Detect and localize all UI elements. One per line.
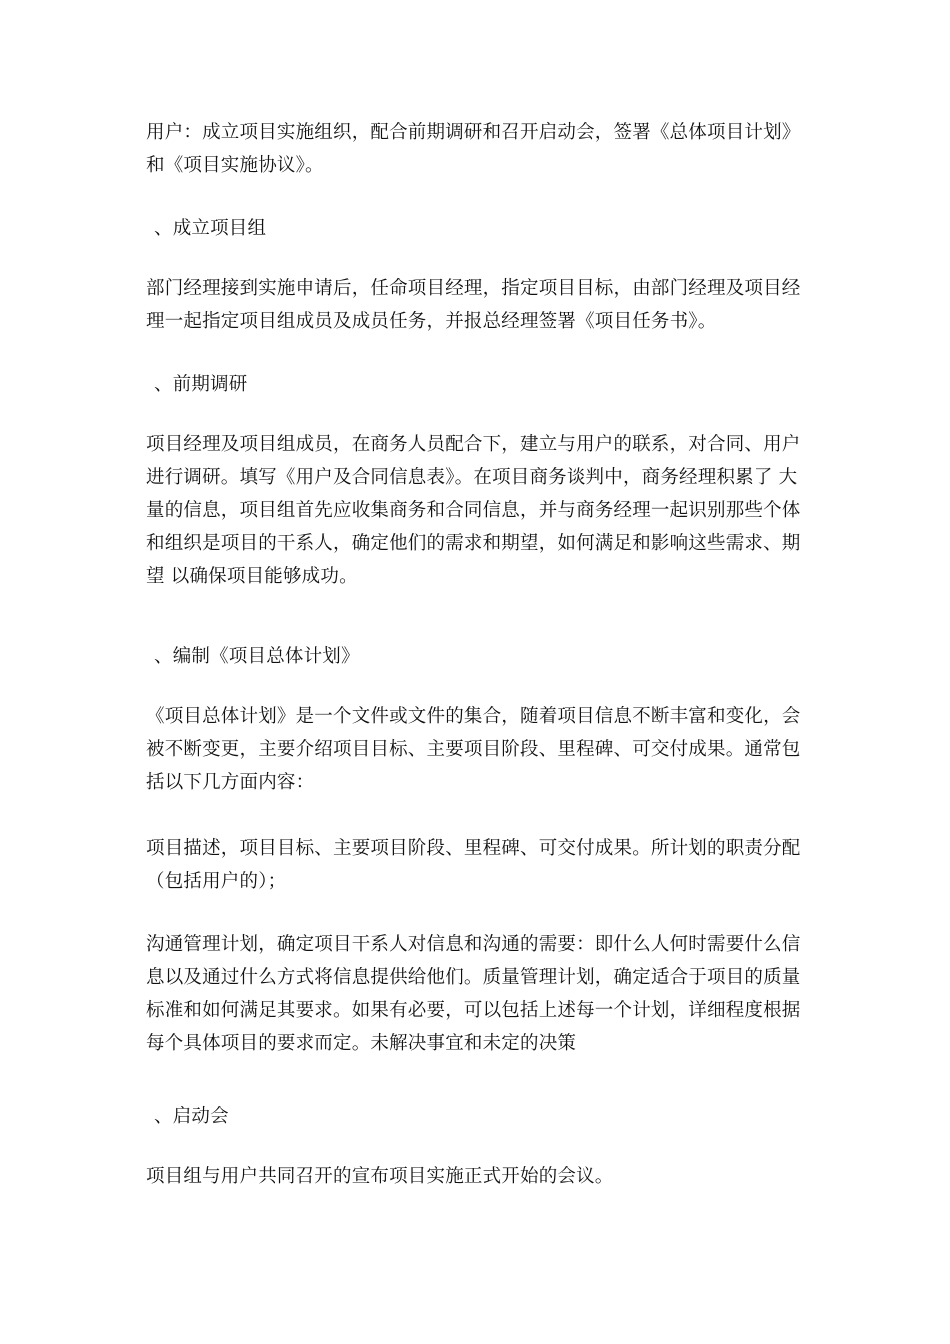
heading-text: 、编制《项目总体计划》 [154, 646, 360, 667]
text-line: 望 以确保项目能够成功。 [146, 566, 358, 587]
text-line: 理一起指定项目组成员及成员任务，并报总经理签署《项目任务书》。 [146, 311, 717, 332]
paragraph-user-role [146, 116, 816, 182]
section-heading-pre-research [146, 368, 816, 401]
paragraph-form-team [146, 272, 816, 338]
section-heading-kickoff [146, 1100, 816, 1133]
heading-text: 、前期调研 [154, 374, 248, 395]
paragraph-project-plan [146, 700, 816, 799]
text-line: 标准和如何满足其要求。如果有必要，可以包括上述每一个计划，详细程度根据 [146, 1000, 801, 1021]
text-line: 用户：成立项目实施组织，配合前期调研和召开启动会，签署《总体项目计划》 [146, 122, 801, 143]
text-line: 括以下几方面内容： [146, 772, 315, 793]
section-heading-form-team [146, 212, 816, 245]
text-line: 进行调研。填写《用户及合同信息表》。在项目商务谈判中，商务经理积累了 大 [146, 467, 798, 488]
text-line: 项目组与用户共同召开的宣布项目实施正式开始的会议。 [146, 1166, 614, 1187]
text-line: （包括用户的）； [146, 871, 287, 892]
section-heading-project-plan [146, 640, 816, 673]
text-line: 和《项目实施协议》。 [146, 155, 324, 176]
text-line: 被不断变更，主要介绍项目目标、主要项目阶段、里程碑、可交付成果。通常包 [146, 739, 801, 760]
paragraph-pre-research [146, 428, 816, 593]
text-line: 息以及通过什么方式将信息提供给他们。质量管理计划，确定适合于项目的质量 [146, 967, 801, 988]
text-line: 项目经理及项目组成员，在商务人员配合下，建立与用户的联系，对合同、用户 [146, 434, 801, 455]
paragraph-communication-plan [146, 928, 816, 1060]
heading-text: 、启动会 [154, 1106, 229, 1127]
text-line: 和组织是项目的干系人，确定他们的需求和期望，如何满足和影响这些需求、期 [146, 533, 801, 554]
text-line: 量的信息，项目组首先应收集商务和合同信息，并与商务经理一起识别那些个体 [146, 500, 801, 521]
text-line: 沟通管理计划，确定项目干系人对信息和沟通的需要：即什么人何时需要什么信 [146, 934, 801, 955]
paragraph-project-description [146, 832, 816, 898]
text-line: 《项目总体计划》是一个文件或文件的集合，随着项目信息不断丰富和变化，会 [146, 706, 801, 727]
text-line: 每个具体项目的要求而定。未解决事宜和未定的决策 [146, 1033, 577, 1054]
text-line: 项目描述，项目目标、主要项目阶段、里程碑、可交付成果。所计划的职责分配 [146, 838, 801, 859]
heading-text: 、成立项目组 [154, 218, 267, 239]
text-line: 部门经理接到实施申请后，任命项目经理，指定项目目标，由部门经理及项目经 [146, 278, 801, 299]
paragraph-kickoff [146, 1160, 816, 1193]
